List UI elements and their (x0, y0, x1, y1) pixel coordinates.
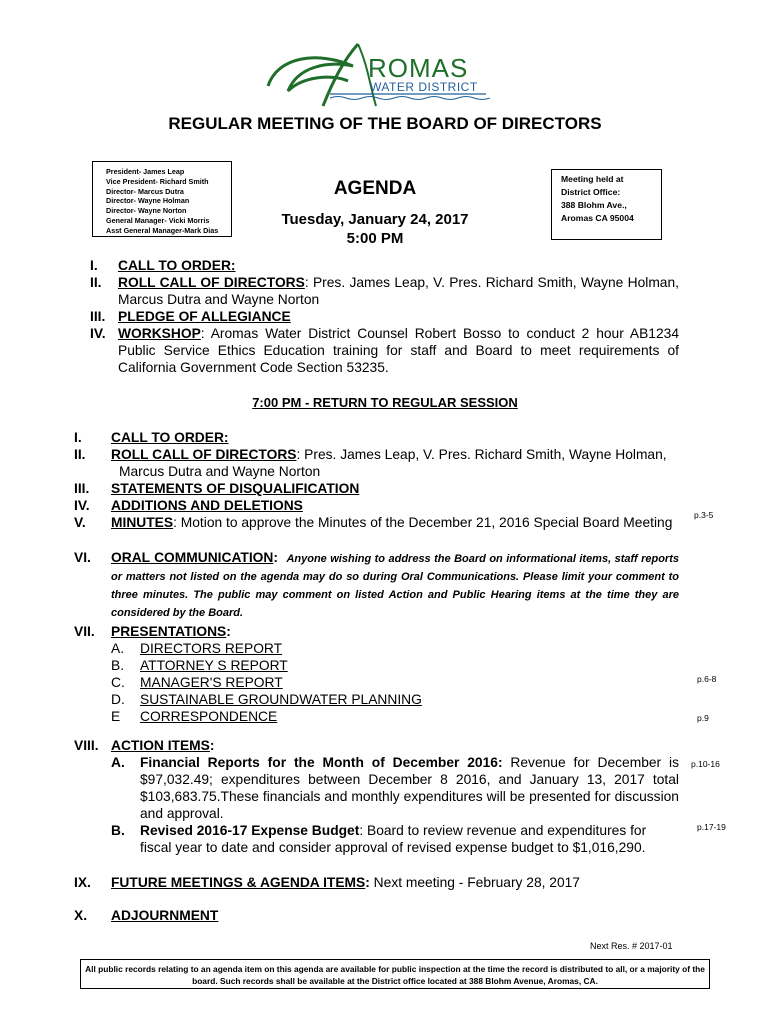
item-number: X. (74, 908, 88, 923)
sub-letter: A. (111, 641, 125, 656)
return-session-heading: 7:00 PM - RETURN TO REGULAR SESSION (252, 395, 518, 410)
district-logo (258, 36, 490, 110)
item-number: III. (90, 309, 106, 324)
meeting-date: Tuesday, January 24, 2017 (281, 211, 469, 228)
officer-line: Director- Wayne Norton (106, 206, 187, 216)
item-number: VIII. (74, 738, 99, 753)
agenda-item-oral-communication: ORAL COMMUNICATION: Anyone wishing to address the Board on informational items, staff reports or matters not listed on the agenda may do so during Oral Communications. Please limit your comment to three minutes. The public may comment on listed Action and Public Hearing items at the time they are considered by the Board. (111, 550, 679, 619)
agenda-item-workshop: WORKSHOP: Aromas Water District Counsel Robert Bosso to conduct 2 hour AB1234 Public Service Ethics Education training for staff and Board to meet requirements of California Government Code Section 53235. (118, 326, 679, 375)
agenda-item-disqualification: STATEMENTS OF DISQUALIFICATION (111, 481, 360, 496)
sub-letter: B. (111, 658, 125, 673)
item-number: VII. (74, 624, 95, 639)
item-number: IX. (74, 875, 91, 890)
page-ref: p.17-19 (697, 822, 726, 832)
agenda-item-roll-call-2-cont: Marcus Dutra and Wayne Norton (119, 464, 321, 479)
action-revised-budget: Revised 2016-17 Expense Budget: Board to review revenue and expenditures for fiscal year to date and consider approval of revised expense budget to $1,016,290. (140, 823, 647, 855)
agenda-item-pledge: PLEDGE OF ALLEGIANCE (118, 309, 291, 324)
item-number: VI. (74, 550, 91, 565)
agenda-item-roll-call-2: ROLL CALL OF DIRECTORS: Pres. James Leap, V. Pres. Richard Smith, Wayne Holman, (111, 447, 667, 462)
agenda-item-call-to-order: CALL TO ORDER: (118, 258, 236, 273)
location-line: District Office: (561, 187, 621, 197)
logo-subtitle: WATER DISTRICT (370, 80, 478, 94)
officer-line: President- James Leap (106, 167, 185, 176)
page-ref: p.10-16 (691, 759, 720, 769)
item-number: II. (74, 447, 86, 462)
sub-letter: D. (111, 692, 125, 707)
logo-title: ROMAS (368, 53, 469, 83)
item-number: I. (74, 430, 82, 445)
item-number: II. (90, 275, 102, 290)
agenda-item-future-meetings: FUTURE MEETINGS & AGENDA ITEMS: Next meeting - February 28, 2017 (111, 875, 580, 890)
page-ref: p.3-5 (694, 510, 714, 520)
agenda-item-minutes: MINUTES: Motion to approve the Minutes of the December 21, 2016 Special Board Meeting (111, 515, 673, 530)
page-title: REGULAR MEETING OF THE BOARD OF DIRECTORS (168, 114, 602, 133)
officer-line: Asst General Manager-Mark Dias (106, 225, 219, 235)
public-records-notice: All public records relating to an agenda item on this agenda are available for public inspection at the time the record is distributed to all, or a majority of the board. Such records shall be available at the District office located at 388 Blohm Avenue, Aromas, CA. (80, 959, 710, 989)
sub-letter: C. (111, 675, 125, 690)
location-line: Aromas CA 95004 (561, 213, 634, 223)
item-number: III. (74, 481, 90, 496)
item-number: I. (90, 258, 98, 273)
sub-letter: E (111, 709, 121, 724)
agenda-item-adjournment: ADJOURNMENT (111, 908, 219, 923)
sub-letter: B. (111, 823, 125, 838)
agenda-item-presentations: PRESENTATIONS: (111, 624, 231, 639)
sub-letter: A. (111, 755, 125, 770)
item-number: V. (74, 515, 86, 530)
officers-box (92, 161, 232, 237)
meeting-location-box (551, 169, 662, 240)
agenda-item-additions: ADDITIONS AND DELETIONS (111, 498, 303, 513)
presentation-manager-report: MANAGER'S REPORT (140, 675, 283, 690)
presentation-directors-report: DIRECTORS REPORT (140, 641, 283, 656)
presentation-groundwater: SUSTAINABLE GROUNDWATER PLANNING (140, 692, 422, 707)
meeting-time: 5:00 PM (346, 230, 404, 247)
agenda-item-roll-call: ROLL CALL OF DIRECTORS: Pres. James Leap, V. Pres. Richard Smith, Wayne Holman, Marcus Dutra and Wayne Norton (118, 275, 679, 307)
page-ref: p.9 (697, 713, 709, 723)
officer-line: Vice President- Richard Smith (106, 176, 209, 186)
agenda-item-action-items: ACTION ITEMS: (111, 738, 215, 753)
location-line: 388 Blohm Ave., (561, 200, 627, 210)
agenda-heading-block (260, 178, 490, 248)
item-number: IV. (90, 326, 106, 341)
location-line: Meeting held at (561, 174, 624, 184)
agenda-item-call-to-order-2: CALL TO ORDER: (111, 430, 229, 445)
next-resolution-number: Next Res. # 2017-01 (590, 941, 673, 951)
item-number: IV. (74, 498, 90, 513)
presentation-attorney-report: ATTORNEY S REPORT (140, 658, 288, 673)
page-ref: p.6-8 (697, 674, 717, 684)
presentation-correspondence: CORRESPONDENCE (140, 709, 278, 724)
action-financial-reports: Financial Reports for the Month of December 2016: Revenue for December is $97,032.49; expenditures between December 8 2016, and January 13, 2017 total $103,683.75.These financials and monthly expenditures will be presented for discussion and approval. (140, 755, 679, 821)
officer-line: Director- Wayne Holman (106, 196, 190, 206)
officer-line: Director- Marcus Dutra (106, 186, 184, 196)
agenda-heading: AGENDA (333, 178, 417, 199)
officer-line: General Manager- Vicki Morris (106, 215, 210, 225)
